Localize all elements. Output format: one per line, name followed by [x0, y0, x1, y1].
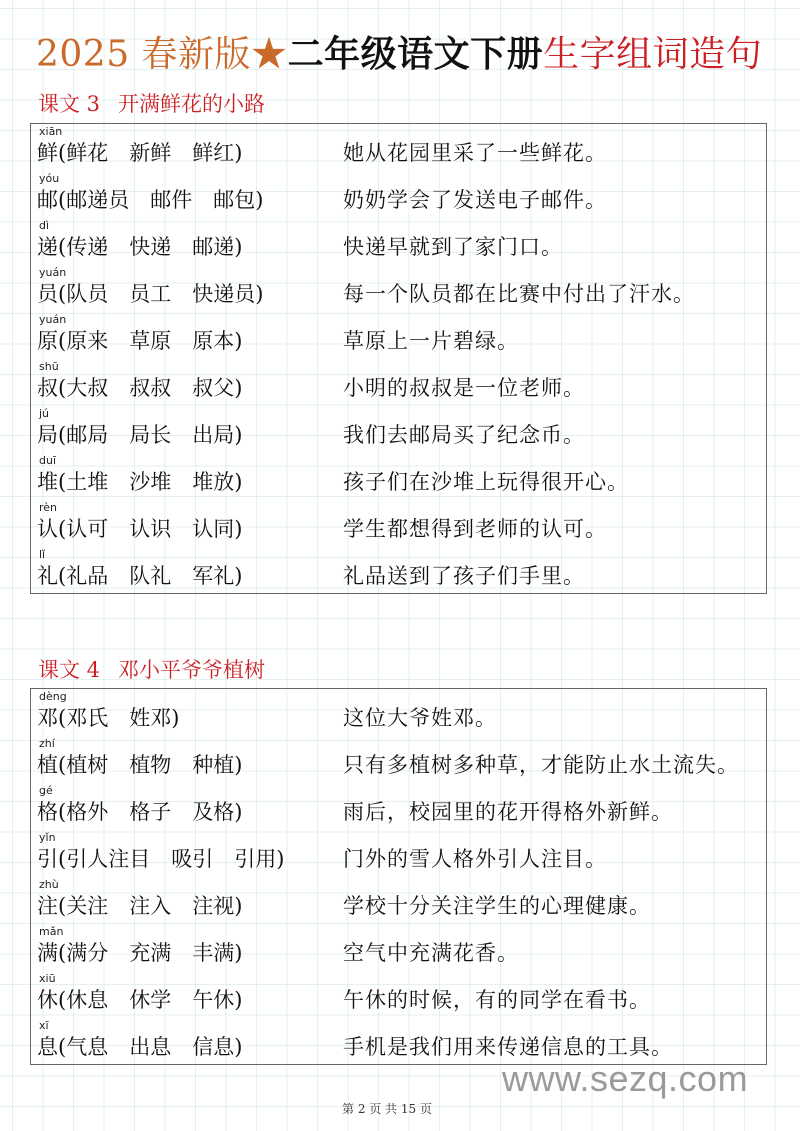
entry-row — [31, 926, 766, 973]
title-grade-subject: 二年级语文下册 — [287, 33, 544, 75]
example-sentence: 门外的雪人格外引人注目。 — [343, 847, 607, 871]
entry-row — [31, 126, 766, 173]
entry-row — [31, 361, 766, 408]
entry-row — [31, 408, 766, 455]
word-group: 邮(邮递员 邮件 邮包) — [37, 188, 264, 212]
example-sentence: 她从花园里采了一些鲜花。 — [343, 141, 607, 165]
pinyin: xiān — [39, 125, 63, 138]
word-group: 满(满分 充满 丰满) — [37, 941, 243, 965]
word-group: 引(引人注目 吸引 引用) — [37, 847, 285, 871]
entry-row — [31, 502, 766, 549]
example-sentence: 小明的叔叔是一位老师。 — [343, 376, 585, 400]
pinyin: yóu — [39, 172, 60, 185]
page-number: 第 2 页 共 15 页 — [342, 1102, 432, 1116]
word-group: 植(植树 植物 种植) — [37, 753, 243, 777]
example-sentence: 礼品送到了孩子们手里。 — [343, 564, 585, 588]
example-sentence: 空气中充满花香。 — [343, 941, 519, 965]
pinyin: rèn — [39, 501, 58, 514]
word-group: 鲜(鲜花 新鲜 鲜红) — [37, 141, 243, 165]
example-sentence: 学校十分关注学生的心理健康。 — [343, 894, 651, 918]
word-group: 认(认可 认识 认同) — [37, 517, 243, 541]
example-sentence: 学生都想得到老师的认可。 — [343, 517, 607, 541]
example-sentence: 快递早就到了家门口。 — [343, 235, 563, 259]
title-topic: 生字组词造句 — [543, 34, 763, 75]
word-group: 局(邮局 局长 出局) — [37, 423, 243, 447]
entry-row — [31, 314, 766, 361]
word-group: 原(原来 草原 原本) — [37, 329, 243, 353]
pinyin: duī — [39, 454, 57, 467]
entry-row — [31, 691, 766, 738]
pinyin: yuán — [39, 266, 67, 279]
pinyin: xī — [39, 1019, 49, 1032]
word-group: 递(传递 快递 邮递) — [37, 235, 243, 259]
word-group: 邓(邓氏 姓邓) — [37, 706, 180, 730]
word-group: 堆(土堆 沙堆 堆放) — [37, 470, 243, 494]
entry-row — [31, 973, 766, 1020]
example-sentence: 雨后，校园里的花开得格外新鲜。 — [343, 800, 673, 824]
word-group: 休(休息 休学 午休) — [37, 988, 243, 1012]
page-title — [36, 30, 762, 79]
lesson-title: 邓小平爷爷植树 — [118, 658, 266, 682]
pinyin: jú — [39, 407, 50, 420]
pinyin: shū — [39, 360, 59, 373]
word-table-lesson-4 — [30, 688, 767, 1065]
pinyin: yuán — [39, 313, 67, 326]
example-sentence: 只有多植树多种草，才能防止水土流失。 — [343, 753, 739, 777]
example-sentence: 每一个队员都在比赛中付出了汗水。 — [343, 282, 695, 306]
entry-row — [31, 455, 766, 502]
pinyin: zhù — [39, 878, 59, 891]
pinyin: dèng — [39, 690, 67, 703]
entry-row — [31, 220, 766, 267]
title-edition: 2025 春新版★ — [36, 34, 288, 75]
word-group: 息(气息 出息 信息) — [37, 1035, 243, 1059]
word-group: 叔(大叔 叔叔 叔父) — [37, 376, 243, 400]
section-heading-lesson-4 — [38, 656, 265, 684]
example-sentence: 我们去邮局买了纪念币。 — [343, 423, 585, 447]
pinyin: zhí — [39, 737, 55, 750]
pinyin: lǐ — [39, 548, 46, 561]
entry-row — [31, 267, 766, 314]
watermark-text: www.sezq.com — [502, 1058, 749, 1099]
word-group: 格(格外 格子 及格) — [37, 800, 243, 824]
example-sentence: 这位大爷姓邓。 — [343, 706, 497, 730]
entry-row — [31, 785, 766, 832]
word-group: 员(队员 员工 快递员) — [37, 282, 264, 306]
word-table-lesson-3 — [30, 123, 767, 594]
entry-row — [31, 549, 766, 596]
entry-row — [31, 738, 766, 785]
pinyin: dì — [39, 219, 50, 232]
entry-row — [31, 832, 766, 879]
section-heading-lesson-3 — [38, 90, 265, 118]
lesson-title: 开满鲜花的小路 — [118, 92, 266, 116]
pinyin: xiū — [39, 972, 56, 985]
pinyin: gé — [39, 784, 53, 797]
example-sentence: 草原上一片碧绿。 — [343, 329, 519, 353]
pinyin: yǐn — [39, 831, 56, 844]
entry-row — [31, 173, 766, 220]
word-group: 礼(礼品 队礼 军礼) — [37, 564, 243, 588]
example-sentence: 午休的时候，有的同学在看书。 — [343, 988, 651, 1012]
entry-row — [31, 879, 766, 926]
example-sentence: 孩子们在沙堆上玩得很开心。 — [343, 470, 629, 494]
word-group: 注(关注 注入 注视) — [37, 894, 243, 918]
example-sentence: 奶奶学会了发送电子邮件。 — [343, 188, 607, 212]
pinyin: mǎn — [39, 925, 64, 938]
lesson-number: 课文 3 — [38, 92, 101, 116]
example-sentence: 手机是我们用来传递信息的工具。 — [343, 1035, 673, 1059]
lesson-number: 课文 4 — [38, 658, 101, 682]
